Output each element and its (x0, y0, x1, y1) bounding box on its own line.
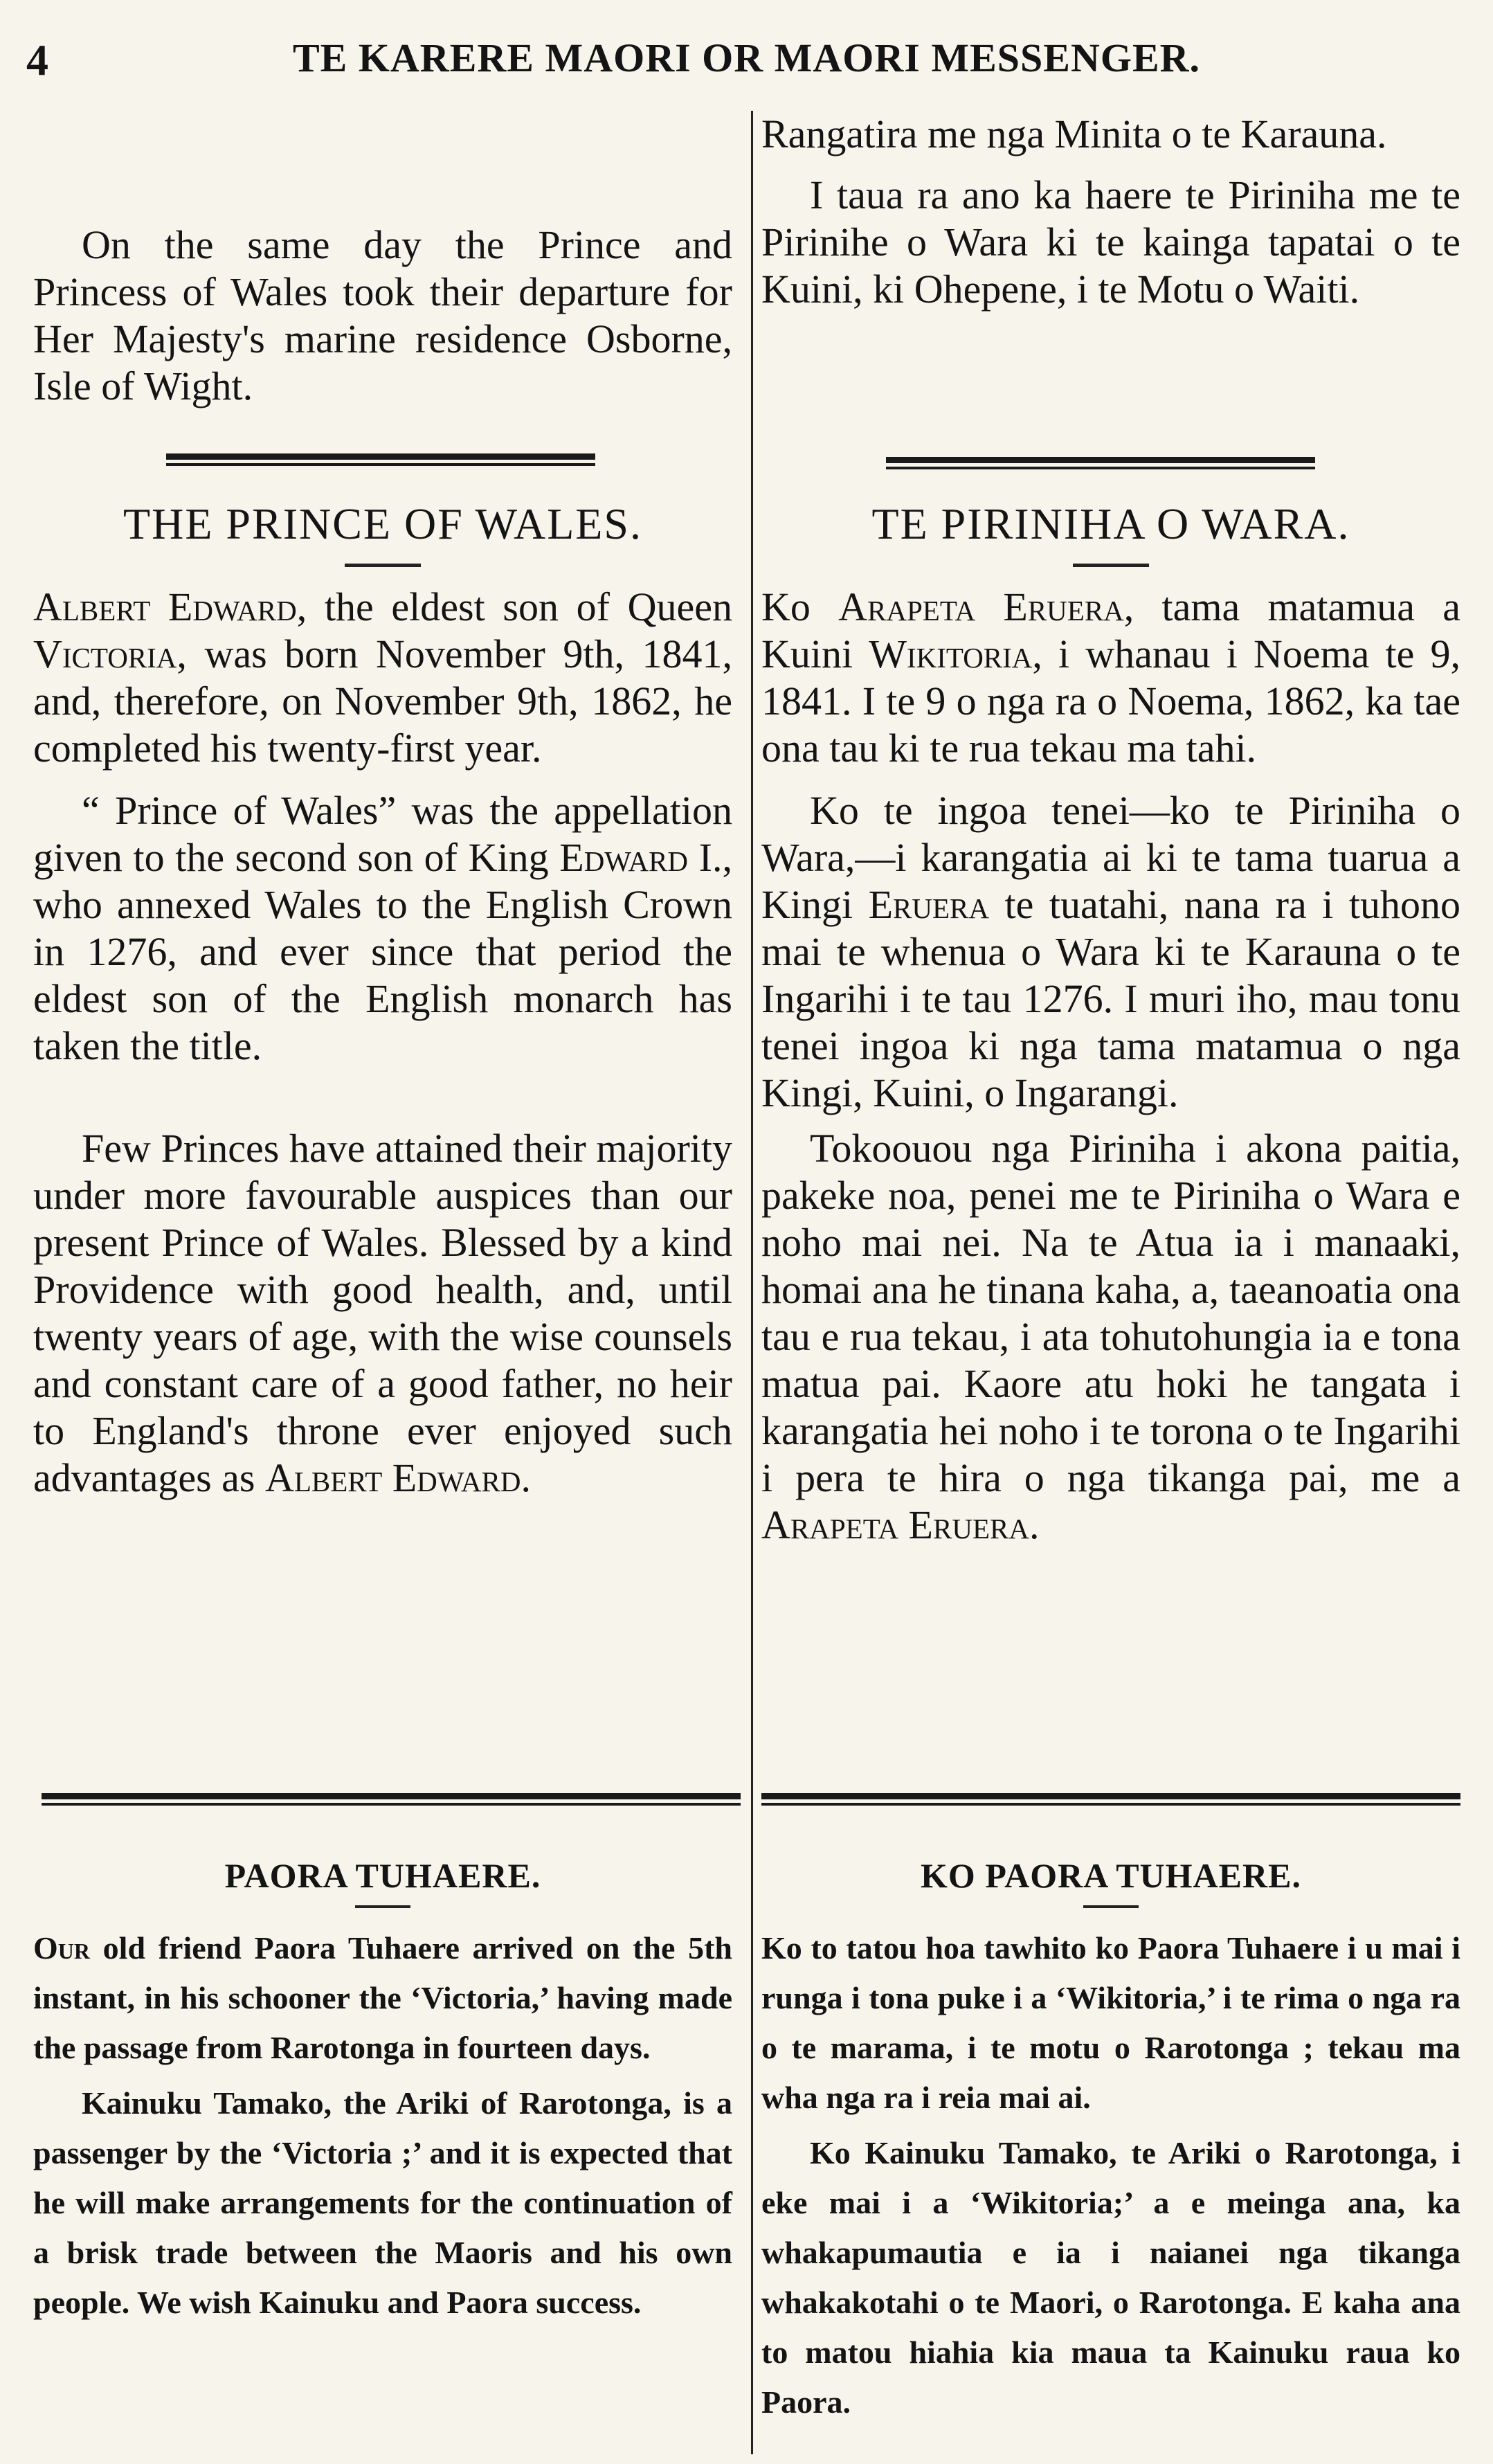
right-intro-paragraph-2: I taua ra ano ka haere te Piriniha me te Pirinihe o Wara ki te kainga tapatai o te Kuini, ki Ohepene, i te Motu o Waiti. (761, 172, 1460, 312)
left-paora-paragraph-2: Kainuku Tamako, the Ariki of Rarotonga, is a passenger by the ‘Victoria ;’ and it is expected that he will make arrangements for the continuation of a brisk trade between the Maoris and his own people. We wish Kainuku and Paora success. (33, 2085, 732, 2320)
page-number: 4 (26, 35, 48, 84)
right-paora-paragraph-1: Ko to tatou hoa tawhito ko Paora Tuhaere i u mai i runga i tona puke i a ‘Wikitoria,’ i te rima o nga ra o te marama, i te motu o Rarotonga ; tekau ma wha nga ra i reia mai ai. (761, 1930, 1460, 2115)
left-prince-paragraph-2: “ Prince of Wales” was the appellation given to the second son of King Edward I., who annexed Wales to the English Crown in 1276, and ever since that period the eldest son of the English monarch has taken the title. (33, 788, 732, 1068)
left-section-paora (33, 1855, 732, 2328)
left-prince-paragraph-3: Few Princes have attained their majority under more favourable auspices than our present Prince of Wales. Blessed by a kind Providence with good health, and, until twenty years of age, with the wise counsels and constant care of a good father, no heir to England's throne ever enjoyed such advantages as Albert Edward. (33, 1126, 732, 1500)
left-section-prince (33, 498, 732, 1502)
right-intro (761, 111, 1460, 313)
left-section-title: THE PRINCE OF WALES. (123, 499, 642, 548)
right-piriniha-paragraph-2: Ko te ingoa tenei—ko te Piriniha o Wara,—i karangatia ai ki te tama tuarua a Kingi Eruera te tuatahi, nana ra i tuhono mai te whenua o Wara ki te Karauna o te Ingarihi i te tau 1276. I muri iho, mau tonu tenei ingoa ki nga tama matamua o nga Kingi, Kuini, o Ingarangi. (761, 788, 1460, 1115)
right-intro-paragraph-1: Rangatira me nga Minita o te Karauna. (761, 111, 1387, 156)
left-intro (33, 222, 732, 410)
left-prince-paragraph-1: Albert Edward, the eldest son of Queen Victoria, was born November 9th, 1841, and, therefore, on November 9th, 1862, he completed his twenty-first year. (33, 584, 732, 771)
title-underline (345, 564, 421, 567)
title-underline (355, 1905, 410, 1908)
right-section-piriniha (761, 498, 1460, 1549)
right-section-title: TE PIRINIHA O WARA. (871, 499, 1350, 548)
right-paora-paragraph-2: Ko Kainuku Tamako, te Ariki o Rarotonga, i eke mai i a ‘Wikitoria;’ a e meinga ana, ka whakapumautia e ia i naianei nga tikanga whakakotahi o te Maori, o Rarotonga. E kaha ana to matou hiahia kia maua ta Kainuku raua ko Paora. (761, 2135, 1460, 2420)
left-section2-title: PAORA TUHAERE. (224, 1856, 541, 1895)
title-underline (1083, 1905, 1139, 1908)
right-piriniha-paragraph-1: Ko Arapeta Eruera, tama matamua a Kuini Wikitoria, i whanau i Noema te 9, 1841. I te 9 o nga ra o Noema, 1862, ka tae ona tau ki te rua tekau ma tahi. (761, 584, 1461, 771)
masthead-title: TE KARERE MAORI OR MAORI MESSENGER. (292, 35, 1201, 80)
column-divider (751, 111, 753, 2454)
right-section2-title: KO PAORA TUHAERE. (921, 1856, 1301, 1895)
name-albert-edward: Albert Edward (33, 584, 297, 629)
left-paora-paragraph-1: Our old friend Paora Tuhaere arrived on the 5th instant, in his schooner the ‘Victoria,’ having made the passage from Rarotonga in fourteen days. (33, 1930, 732, 2065)
right-section-paora (761, 1855, 1460, 2427)
title-underline (1073, 564, 1149, 567)
right-piriniha-paragraph-3: Tokoouou nga Piriniha i akona paitia, pakeke noa, penei me te Piriniha o Wara e noho mai nei. Na te Atua ia i manaaki, homai ana he tinana kaha, a, taeanoatia ona tau e rua tekau, i ata tohutohungia ia e tona matua pai. Kaore atu hoki he tangata i karangatia hei noho i te torona o te Ingarihi i pera te hira o nga tikanga pai, me a Arapeta Eruera. (761, 1126, 1460, 1547)
left-intro-paragraph: On the same day the Prince and Princess of Wales took their departure for Her Majesty's marine residence Osborne, Isle of Wight. (33, 222, 732, 408)
